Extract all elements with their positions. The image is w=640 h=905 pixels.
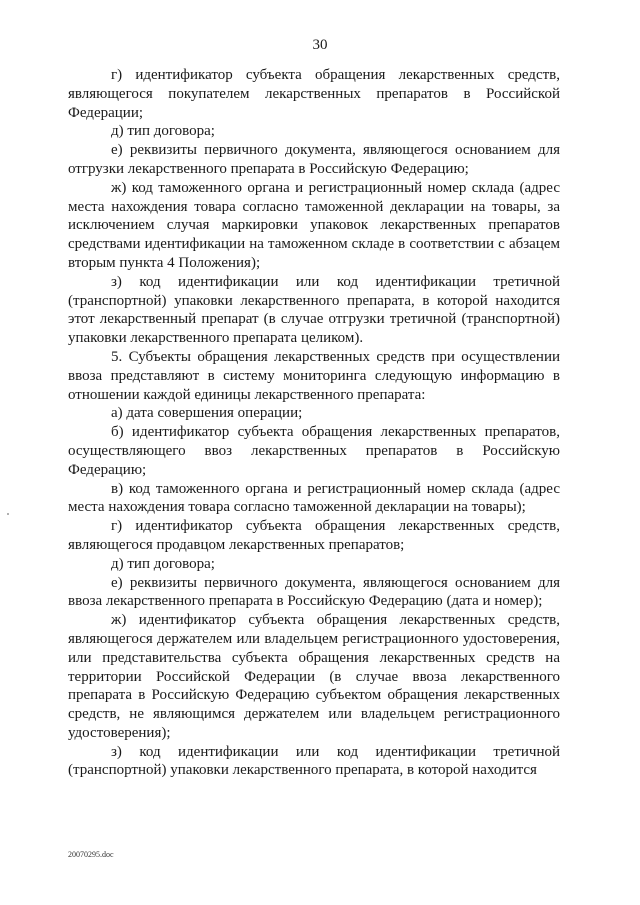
paragraph-5a-operation-date: а) дата совершения операции;: [111, 405, 303, 422]
paragraph-4z-identification-code: з) код идентификации или код идентификации третичной (транспортной) упаковки лекарственного препарата, в которой находится этот лекарственный препарат (в случае отгрузки третичной (транспортной) упаковки лекарственного препарата целиком).: [68, 273, 560, 347]
paragraph-5g-seller-id: г) идентификатор субъекта обращения лекарственных средств, являющегося продавцом лекарственных препаратов;: [68, 518, 560, 553]
document-body: [68, 66, 560, 780]
paragraph-5b-importer-id: б) идентификатор субъекта обращения лекарственных препаратов, осуществляющего ввоз лекарственных препаратов в Российскую Федерацию;: [68, 424, 560, 478]
paragraph-4d-contract-type: д) тип договора;: [111, 123, 215, 140]
paragraph-5-import-intro: 5. Субъекты обращения лекарственных средств при осуществлении ввоза представляют в систему мониторинга следующую информацию в отношении каждой единицы лекарственного препарата:: [68, 348, 560, 403]
paragraph-5v-customs-code: в) код таможенного органа и регистрационный номер склада (адрес места нахождения товара согласно таможенной декларации на товары);: [68, 480, 560, 516]
scan-margin-mark: [7, 513, 9, 515]
paragraph-4g-buyer-id: г) идентификатор субъекта обращения лекарственных средств, являющегося покупателем лекарственных препаратов в Российской Федерации;: [68, 67, 560, 121]
paragraph-4e-primary-document: е) реквизиты первичного документа, являющегося основанием для отгрузки лекарственного препарата в Российскую Федерацию;: [68, 142, 560, 177]
footer-file-name: 20070295.doc: [68, 850, 114, 859]
paragraph-5zh-holder-id: ж) идентификатор субъекта обращения лекарственных средств, являющегося держателем или владельцем регистрационного удостоверения, или представительства субъекта обращения лекарственных средств на территории Российской Федерации (в случае ввоза лекарственного препарата в Российскую Федерацию субъектом обращения лекарственных средств, не являющимся держателем или владельцем регистрационного удостоверения);: [68, 612, 560, 741]
paragraph-4zh-customs-code: ж) код таможенного органа и регистрационный номер склада (адрес места нахождения товара согласно таможенной декларации на товары, за исключением случая маркировки упаковок лекарственных препаратов средствами идентификации на таможенном складе в соответствии с абзацем вторым пункта 4 Положения);: [68, 179, 560, 271]
paragraph-5e-primary-document: е) реквизиты первичного документа, являющегося основанием для ввоза лекарственного препарата в Российскую Федерацию (дата и номер);: [68, 574, 560, 610]
paragraph-5d-contract-type: д) тип договора;: [111, 555, 215, 572]
page-number: 30: [312, 37, 328, 53]
paragraph-5z-identification-code: з) код идентификации или код идентификации третичной (транспортной) упаковки лекарственного препарата, в которой находится: [68, 743, 560, 779]
